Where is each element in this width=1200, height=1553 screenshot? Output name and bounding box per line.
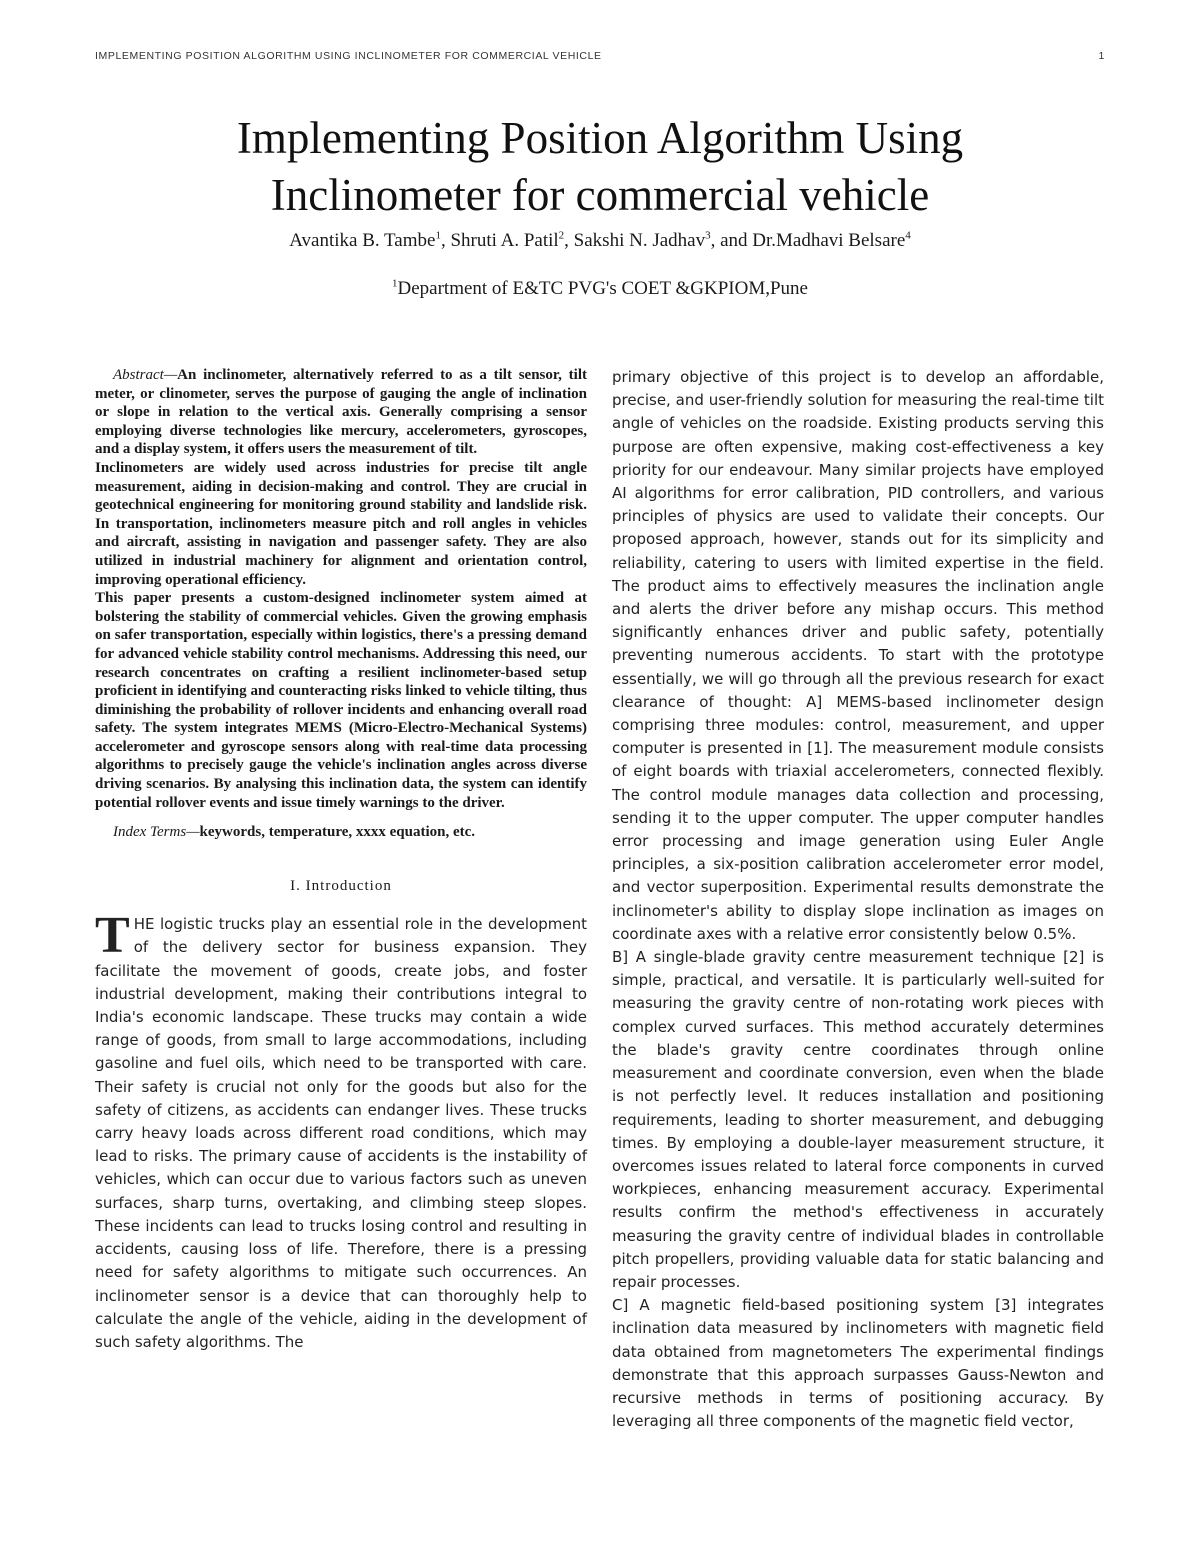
section-heading-introduction: I. Introduction (290, 878, 392, 895)
page-number: 1 (1098, 50, 1105, 62)
author-4: and Dr.Madhavi Belsare (720, 230, 906, 251)
right-paragraph-3: C] A magnetic field-based positioning system [3] integrates inclination data measured by inclinometers with magnetic field data obtained from magnetometers The experimental findings demonstrate that this approach surpasses Gauss-Newton and recursive methods in terms of positioning accuracy. By leveraging all three components of the magnetic field vector, (612, 1296, 1104, 1431)
author-4-sup: 4 (905, 229, 911, 242)
right-column-body (612, 366, 1104, 1433)
title-line-2: Inclinometer for commercial vehicle (270, 170, 930, 220)
author-2: Shruti A. Patil (450, 230, 559, 251)
abstract (95, 366, 587, 812)
introduction-text: HE logistic trucks play an essential role in the development of the delivery sector for business expansion. They facilitate the movement of goods, create jobs, and foster industrial development, making their contributions integral to India's economic landscape. These trucks may contain a wide range of goods, from small to large accommodations, including gasoline and fuel oils, which need to be transported with care. Their safety is crucial not only for the goods but also for the safety of citizens, as accidents can endanger lives. These trucks carry heavy loads across different road conditions, which may lead to risks. The primary cause of accidents is the instability of vehicles, which can occur due to various factors such as uneven surfaces, sharp turns, overtaking, and climbing steep slopes. These incidents can lead to trucks losing control and resulting in accidents, causing loss of life. Therefore, there is a pressing need for safety algorithms to mitigate such occurrences. An inclinometer sensor is a device that can thoroughly help to calculate the angle of the vehicle, aiding in the development of such safety algorithms. The (95, 915, 587, 1351)
drop-cap: T (95, 907, 130, 965)
index-terms-text: keywords, temperature, xxxx equation, etc. (199, 824, 476, 841)
running-title: IMPLEMENTING POSITION ALGORITHM USING INCLINOMETER FOR COMMERCIAL VEHICLE (95, 50, 602, 62)
introduction-body (95, 907, 587, 1354)
paper-title (0, 110, 1200, 224)
affiliation (0, 278, 1200, 300)
abstract-p1-text: An inclinometer, alternatively referred to as a tilt sensor, tilt meter, or clinometer, serves the purpose of gauging the angle of inclination or slope in relation to the vertical axis. Generally comprising a sensor employing diverse technologies like mercury, accelerometers, gyroscopes, and a display system, it offers users the measurement of tilt. (95, 367, 587, 458)
introduction-paragraph (95, 907, 587, 1354)
abstract-paragraph-3: This paper presents a custom-designed inclinometer system aimed at bolstering the stability of commercial vehicles. Given the growing emphasis on safer transportation, especially within logistics, there's a pressing demand for advanced vehicle stability control mechanisms. Addressing this need, our research concentrates on crafting a resilient inclinometer-based setup proficient in identifying and counteracting risks linked to vehicle tilting, thus diminishing the probability of rollover incidents and enhancing overall road safety. The system integrates MEMS (Micro-Electro-Mechanical Systems) accelerometer and gyroscope sensors along with real-time data processing algorithms to precisely gauge the vehicle's inclination angles across diverse driving scenarios. By analysing this inclination data, the system can identify potential rollover events and issue timely warnings to the driver. (95, 590, 587, 811)
author-3-sup: 3 (705, 229, 711, 242)
author-list: Avantika B. Tambe$^1$, Shruti A. Patil$^2$, Sakshi N. Jadhav$^3$, and Dr.Madhavi Belsare$^4$ (289, 229, 911, 251)
left-column (95, 366, 587, 1354)
title-line-1: Implementing Position Algorithm Using (236, 113, 964, 163)
affiliation-sup: 1 (392, 277, 398, 290)
author-1: Avantika B. Tambe (289, 230, 436, 251)
index-terms-label: Index Terms— (113, 824, 200, 841)
running-header (95, 50, 1105, 62)
author-2-sup: 2 (558, 229, 565, 242)
abstract-paragraph-1 (95, 366, 587, 459)
index-terms (95, 823, 587, 842)
author-3: Sakshi N. Jadhav (573, 230, 706, 251)
right-paragraph-1: primary objective of this project is to develop an affordable, precise, and user-friendly solution for measuring the real-time tilt angle of vehicles on the roadside. Existing products serving this purpose are often expensive, making cost-effectiveness a key priority for our endeavour. Many similar projects have employed AI algorithms for error calibration, PID controllers, and various principles of physics are used to validate their concepts. Our proposed approach, however, stands out for its simplicity and reliability, catering to users with limited expertise in the field. The product aims to effectively measures the inclination angle and alerts the driver before any mishap occurs. This method significantly enhances driver and public safety, potentially preventing numerous accidents. To start with the prototype essentially, we will go through all the previous research for exact clearance of thought: A] MEMS-based inclinometer design comprising three modules: control, measurement, and upper computer is presented in [1]. The measurement module consists of eight boards with triaxial accelerometers, connected flexibly. The control module manages data collection and processing, sending it to the upper computer. The upper computer handles error processing and image generation using Euler Angle principles, a six-position calibration accelerometer error model, and vector superposition. Experimental results demonstrate the inclinometer's ability to display slope inclination as images on coordinate axes with a relative error consistently below 0.5%. (612, 368, 1104, 943)
author-1-sup: 1 (435, 229, 441, 242)
abstract-label: Abstract— (113, 367, 178, 383)
right-column (612, 366, 1104, 1433)
right-paragraph-2: B] A single-blade gravity centre measurement technique [2] is simple, practical, and versatile. It is particularly well-suited for measuring the gravity centre of non-rotating work pieces with complex curved surfaces. This method accurately determines the blade's gravity centre coordinates through online measurement and coordinate conversion, even when the blade is not perfectly level. It reduces installation and positioning requirements, leading to shorter measurement, and debugging times. By employing a double-layer measurement structure, it overcomes issues related to lateral force components in curved workpieces, enhancing measurement accuracy. Experimental results confirm the method's effectiveness in accurately measuring the gravity centre of individual blades in controllable pitch propellers, providing valuable data for static balancing and repair processes. (612, 948, 1104, 1291)
abstract-paragraph-2: Inclinometers are widely used across industries for precise tilt angle measurement, aiding in decision-making and control. They are crucial in geotechnical engineering for monitoring ground stability and landslide risk. In transportation, inclinometers measure pitch and roll angles in vehicles and aircraft, assisting in navigation and passenger safety. They are also utilized in industrial machinery for alignment and orientation control, improving operational efficiency. (95, 459, 587, 588)
affiliation-text: Department of E&TC PVG's COET &GKPIOM,Pune (397, 278, 808, 299)
